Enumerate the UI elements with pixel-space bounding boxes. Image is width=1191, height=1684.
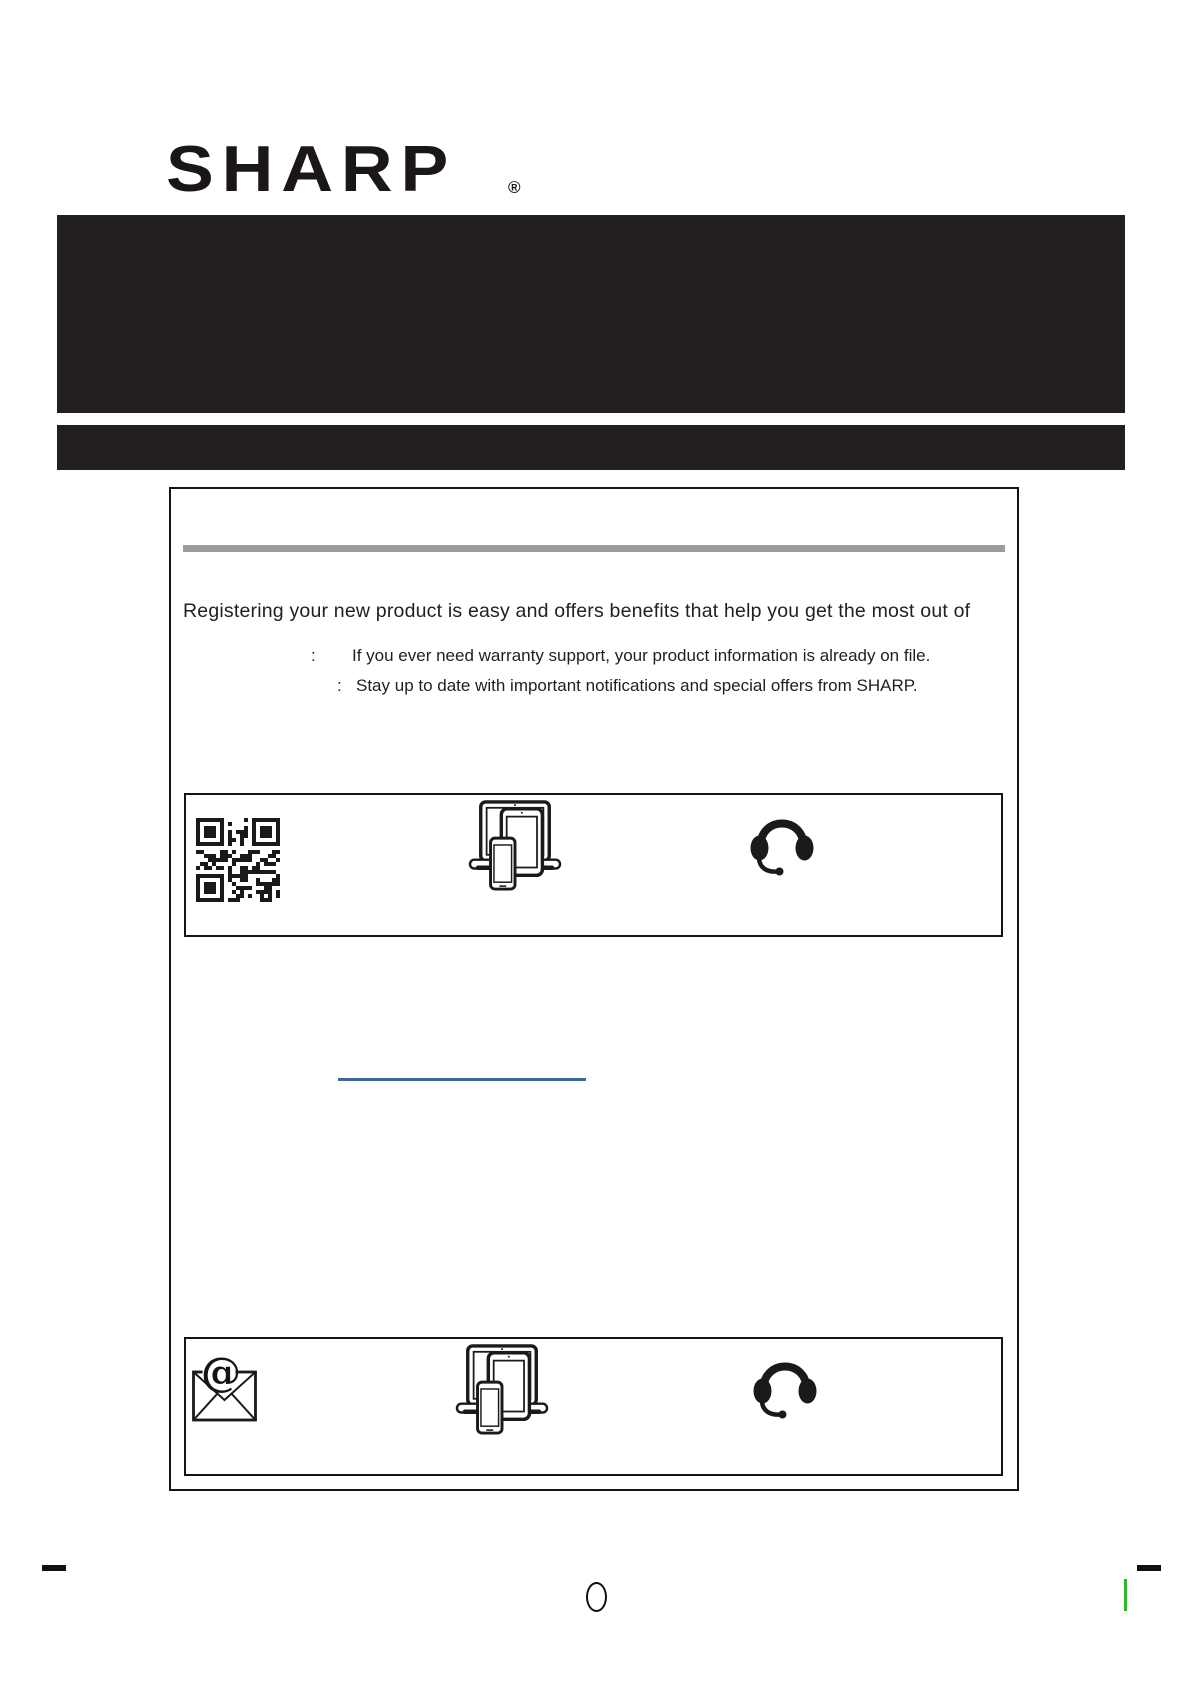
benefit-text-warranty: If you ever need warranty support, your product information is already on file.	[352, 646, 931, 665]
benefit-text-notifications: Stay up to date with important notifications and special offers from SHARP.	[356, 676, 918, 695]
color-registration-mark	[1124, 1579, 1127, 1611]
registration-link[interactable]	[338, 1078, 586, 1081]
subtitle-banner	[57, 425, 1125, 470]
register-options-box	[184, 793, 1003, 937]
benefit-separator: :	[311, 646, 316, 665]
headset-icon	[747, 804, 817, 880]
sharp-logo: SHARP	[166, 131, 457, 206]
benefit-separator: :	[337, 676, 342, 695]
title-banner	[57, 215, 1125, 413]
crop-mark-right	[1137, 1565, 1161, 1571]
divider-bar	[183, 545, 1005, 552]
crop-mark-left	[42, 1565, 66, 1571]
email-envelope-icon	[190, 1348, 262, 1424]
intro-text: Registering your new product is easy and offers benefits that help you get the most out of	[183, 600, 971, 622]
qr-code-icon	[194, 816, 282, 904]
registered-trademark: ®	[508, 178, 521, 197]
support-options-box	[184, 1337, 1003, 1476]
devices-icon	[453, 1343, 551, 1435]
headset-icon	[750, 1347, 820, 1423]
center-ring-mark	[586, 1582, 607, 1612]
devices-icon	[466, 799, 564, 891]
at-symbol: @	[201, 1349, 241, 1396]
